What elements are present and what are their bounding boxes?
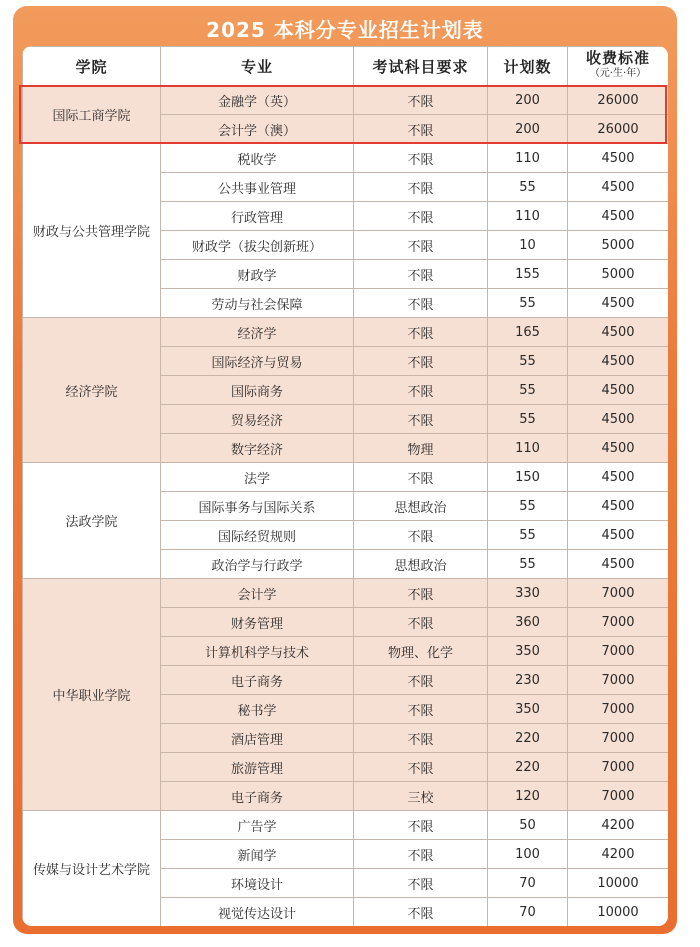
subject-cell: 思想政治	[354, 492, 488, 521]
fee-cell: 10000	[568, 898, 669, 927]
fee-cell: 4500	[568, 144, 669, 173]
subject-cell: 不限	[354, 376, 488, 405]
header-fee-unit: （元·生·年）	[589, 68, 647, 79]
plan-cell: 55	[488, 289, 568, 318]
fee-cell: 7000	[568, 753, 669, 782]
plan-cell: 50	[488, 811, 568, 840]
major-cell: 视觉传达设计	[161, 898, 354, 927]
college-cell: 传媒与设计艺术学院	[23, 811, 161, 927]
fee-cell: 4500	[568, 550, 669, 579]
fee-cell: 4500	[568, 521, 669, 550]
fee-cell: 26000	[568, 115, 669, 144]
subject-cell: 不限	[354, 405, 488, 434]
major-cell: 行政管理	[161, 202, 354, 231]
subject-cell: 不限	[354, 724, 488, 753]
subject-cell: 不限	[354, 579, 488, 608]
major-cell: 环境设计	[161, 869, 354, 898]
header-fee	[568, 47, 669, 86]
fee-cell: 5000	[568, 231, 669, 260]
plan-cell: 350	[488, 637, 568, 666]
fee-cell: 4500	[568, 289, 669, 318]
subject-cell: 三校	[354, 782, 488, 811]
subject-cell: 物理	[354, 434, 488, 463]
table-card	[22, 46, 668, 926]
plan-cell: 120	[488, 782, 568, 811]
subject-cell: 不限	[354, 840, 488, 869]
fee-cell: 4200	[568, 811, 669, 840]
plan-cell: 55	[488, 492, 568, 521]
subject-cell: 不限	[354, 318, 488, 347]
subject-cell: 不限	[354, 869, 488, 898]
fee-cell: 7000	[568, 579, 669, 608]
table-row	[23, 579, 669, 608]
fee-cell: 10000	[568, 869, 669, 898]
fee-cell: 7000	[568, 782, 669, 811]
fee-cell: 4500	[568, 347, 669, 376]
table-row	[23, 318, 669, 347]
major-cell: 财政学（拔尖创新班）	[161, 231, 354, 260]
major-cell: 金融学（英）	[161, 86, 354, 115]
major-cell: 经济学	[161, 318, 354, 347]
subject-cell: 思想政治	[354, 550, 488, 579]
college-cell: 法政学院	[23, 463, 161, 579]
fee-cell: 7000	[568, 724, 669, 753]
subject-cell: 不限	[354, 898, 488, 927]
major-cell: 国际事务与国际关系	[161, 492, 354, 521]
header-subject: 考试科目要求	[354, 47, 488, 86]
plan-cell: 155	[488, 260, 568, 289]
plan-cell: 200	[488, 115, 568, 144]
major-cell: 税收学	[161, 144, 354, 173]
subject-cell: 不限	[354, 666, 488, 695]
major-cell: 酒店管理	[161, 724, 354, 753]
subject-cell: 不限	[354, 608, 488, 637]
header-college: 学院	[23, 47, 161, 86]
subject-cell: 不限	[354, 202, 488, 231]
subject-cell: 不限	[354, 463, 488, 492]
plan-cell: 70	[488, 869, 568, 898]
college-cell: 中华职业学院	[23, 579, 161, 811]
fee-cell: 4500	[568, 318, 669, 347]
major-cell: 国际经济与贸易	[161, 347, 354, 376]
major-cell: 会计学	[161, 579, 354, 608]
plan-cell: 55	[488, 173, 568, 202]
major-cell: 电子商务	[161, 782, 354, 811]
major-cell: 公共事业管理	[161, 173, 354, 202]
plan-cell: 330	[488, 579, 568, 608]
enrollment-plan-table	[22, 46, 668, 926]
major-cell: 财政学	[161, 260, 354, 289]
subject-cell: 不限	[354, 231, 488, 260]
plan-cell: 110	[488, 434, 568, 463]
plan-cell: 220	[488, 753, 568, 782]
plan-cell: 200	[488, 86, 568, 115]
plan-cell: 10	[488, 231, 568, 260]
fee-cell: 4500	[568, 202, 669, 231]
fee-cell: 7000	[568, 608, 669, 637]
subject-cell: 不限	[354, 521, 488, 550]
plan-cell: 110	[488, 144, 568, 173]
table-row	[23, 86, 669, 115]
major-cell: 电子商务	[161, 666, 354, 695]
college-cell: 国际工商学院	[23, 86, 161, 144]
major-cell: 劳动与社会保障	[161, 289, 354, 318]
subject-cell: 不限	[354, 115, 488, 144]
major-cell: 计算机科学与技术	[161, 637, 354, 666]
fee-cell: 4500	[568, 405, 669, 434]
fee-cell: 4500	[568, 173, 669, 202]
plan-cell: 350	[488, 695, 568, 724]
plan-cell: 55	[488, 521, 568, 550]
major-cell: 会计学（澳）	[161, 115, 354, 144]
header-fee-label: 收费标准	[585, 49, 650, 67]
fee-cell: 4500	[568, 492, 669, 521]
major-cell: 新闻学	[161, 840, 354, 869]
major-cell: 国际经贸规则	[161, 521, 354, 550]
plan-cell: 110	[488, 202, 568, 231]
plan-cell: 150	[488, 463, 568, 492]
plan-cell: 70	[488, 898, 568, 927]
subject-cell: 不限	[354, 695, 488, 724]
major-cell: 数字经济	[161, 434, 354, 463]
table-header-row	[23, 47, 669, 86]
college-cell: 经济学院	[23, 318, 161, 463]
header-plan: 计划数	[488, 47, 568, 86]
fee-cell: 26000	[568, 86, 669, 115]
subject-cell: 不限	[354, 173, 488, 202]
page-title: 2025 本科分专业招生计划表	[206, 17, 484, 42]
fee-cell: 4500	[568, 463, 669, 492]
college-cell: 财政与公共管理学院	[23, 144, 161, 318]
fee-cell: 7000	[568, 666, 669, 695]
table-row	[23, 144, 669, 173]
major-cell: 政治学与行政学	[161, 550, 354, 579]
major-cell: 秘书学	[161, 695, 354, 724]
fee-cell: 7000	[568, 637, 669, 666]
plan-cell: 165	[488, 318, 568, 347]
subject-cell: 不限	[354, 289, 488, 318]
fee-cell: 4500	[568, 434, 669, 463]
subject-cell: 不限	[354, 144, 488, 173]
subject-cell: 不限	[354, 347, 488, 376]
major-cell: 广告学	[161, 811, 354, 840]
major-cell: 法学	[161, 463, 354, 492]
table-row	[23, 811, 669, 840]
plan-cell: 100	[488, 840, 568, 869]
plan-cell: 55	[488, 550, 568, 579]
fee-cell: 4500	[568, 376, 669, 405]
major-cell: 旅游管理	[161, 753, 354, 782]
fee-cell: 4200	[568, 840, 669, 869]
subject-cell: 物理、化学	[354, 637, 488, 666]
subject-cell: 不限	[354, 86, 488, 115]
table-row	[23, 463, 669, 492]
subject-cell: 不限	[354, 753, 488, 782]
plan-cell: 55	[488, 347, 568, 376]
fee-cell: 5000	[568, 260, 669, 289]
plan-cell: 55	[488, 376, 568, 405]
fee-cell: 7000	[568, 695, 669, 724]
subject-cell: 不限	[354, 811, 488, 840]
plan-cell: 55	[488, 405, 568, 434]
subject-cell: 不限	[354, 260, 488, 289]
plan-cell: 230	[488, 666, 568, 695]
header-major: 专业	[161, 47, 354, 86]
major-cell: 财务管理	[161, 608, 354, 637]
major-cell: 贸易经济	[161, 405, 354, 434]
major-cell: 国际商务	[161, 376, 354, 405]
plan-cell: 220	[488, 724, 568, 753]
plan-cell: 360	[488, 608, 568, 637]
